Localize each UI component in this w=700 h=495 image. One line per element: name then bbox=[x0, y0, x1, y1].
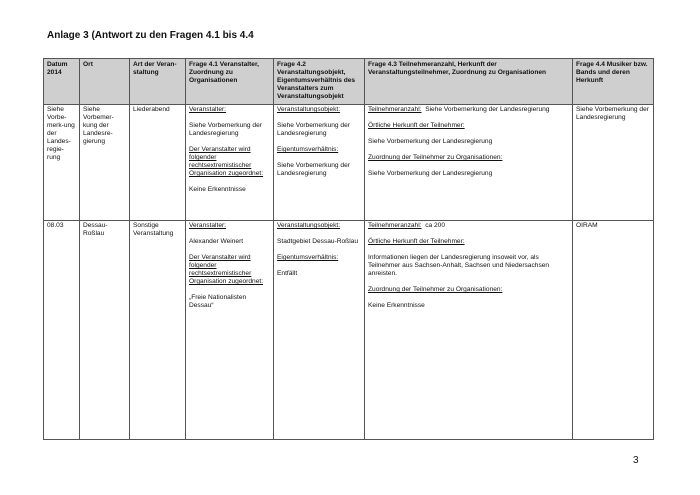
col-header-frage-4-2: Frage 4.2 Veranstaltungsobjekt, Eigentumsverhältnis des Veranstalters zum Veranstaltungsobjekt bbox=[274, 59, 365, 105]
eigentum-value: Entfällt bbox=[277, 270, 298, 278]
organisationen-value: Siehe Vorbemerkung der Landesregierung bbox=[368, 170, 493, 178]
events-table bbox=[43, 58, 654, 440]
eigentum-label: Eigentumsverhältnis: bbox=[277, 146, 339, 154]
cell-datum: Siehe Vorbe-merk-ung der Landes-regie-rung bbox=[44, 105, 80, 221]
veranstalter-value: Siehe Vorbemerkung der Landesregierung bbox=[189, 122, 262, 138]
objekt-label: Veranstaltungsobjekt: bbox=[277, 222, 341, 229]
veranstalter-value: Alexander Weinert bbox=[189, 238, 244, 246]
page-number: 3 bbox=[633, 455, 639, 466]
table-row bbox=[44, 221, 654, 440]
cell-frage-4-4: OIRAM bbox=[573, 221, 654, 440]
eigentum-value: Siehe Vorbemerkung der Landesregierung bbox=[277, 162, 350, 178]
cell-frage-4-3 bbox=[365, 105, 573, 221]
teilnehmer-label: Teilnehmeranzahl: bbox=[368, 106, 422, 113]
col-header-frage-4-4: Frage 4.4 Musiker bzw. Bands und deren Herkunft bbox=[573, 59, 654, 105]
zuordnung-value: Keine Erkenntnisse bbox=[189, 186, 246, 194]
cell-frage-4-4: Siehe Vorbemerkung der Landesregierung bbox=[573, 105, 654, 221]
cell-art: Sonstige Veranstaltung bbox=[130, 221, 186, 440]
table-header-row bbox=[44, 59, 654, 105]
herkunft-value: Siehe Vorbemerkung der Landesregierung bbox=[368, 138, 493, 146]
col-header-art: Art der Veran-staltung bbox=[130, 59, 186, 105]
col-header-frage-4-3: Frage 4.3 Teilnehmeranzahl, Herkunft der Veranstaltungsteilnehmer, Zuordnung zu Organisationen bbox=[365, 59, 573, 105]
objekt-value: Siehe Vorbemerkung der Landesregierung bbox=[277, 122, 350, 138]
col-header-frage-4-1: Frage 4.1 Veranstalter, Zuordnung zu Organisationen bbox=[186, 59, 274, 105]
organisationen-label: Zuordnung der Teilnehmer zu Organisationen: bbox=[368, 286, 503, 294]
herkunft-label: Örtliche Herkunft der Teilnehmer: bbox=[368, 238, 465, 246]
cell-frage-4-2 bbox=[274, 221, 365, 440]
cell-datum: 08.03 bbox=[44, 221, 80, 440]
zuordnung-label: Der Veranstalter wird folgender rechtsextremistischer Organisation zugeordnet: bbox=[189, 146, 264, 178]
herkunft-label: Örtliche Herkunft der Teilnehmer: bbox=[368, 122, 465, 130]
cell-frage-4-2 bbox=[274, 105, 365, 221]
cell-ort: Siehe Vorbemer-kung der Landesre-gierung bbox=[80, 105, 130, 221]
objekt-value: Stadtgebiet Dessau-Roßlau bbox=[277, 238, 359, 246]
cell-frage-4-1 bbox=[186, 221, 274, 440]
teilnehmer-label: Teilnehmeranzahl: bbox=[368, 222, 422, 229]
eigentum-label: Eigentumsverhältnis: bbox=[277, 254, 339, 262]
organisationen-label: Zuordnung der Teilnehmer zu Organisationen: bbox=[368, 154, 503, 162]
zuordnung-label: Der Veranstalter wird folgender rechtsextremistischer Organisation zugeordnet: bbox=[189, 254, 264, 286]
cell-art: Liederabend bbox=[130, 105, 186, 221]
cell-ort: Dessau-Roßlau bbox=[80, 221, 130, 440]
teilnehmer-value: ca 200 bbox=[425, 222, 445, 229]
table-row bbox=[44, 105, 654, 221]
herkunft-value: Informationen liegen der Landesregierung insoweit vor, als Teilnehmer aus Sachsen-Anhalt, Sachsen und Niedersachsen anreisten. bbox=[368, 254, 550, 278]
veranstalter-label: Veranstalter: bbox=[189, 222, 227, 229]
zuordnung-value: „Freie Nationalisten Dessau“ bbox=[189, 294, 247, 310]
cell-frage-4-1 bbox=[186, 105, 274, 221]
document-title: Anlage 3 (Antwort zu den Fragen 4.1 bis 4.4 bbox=[47, 30, 254, 41]
veranstalter-label: Veranstalter: bbox=[189, 106, 227, 113]
col-header-ort: Ort bbox=[80, 59, 130, 105]
cell-frage-4-3 bbox=[365, 221, 573, 440]
teilnehmer-value: Siehe Vorbemerkung der Landesregierung bbox=[425, 106, 550, 113]
col-header-datum: Datum 2014 bbox=[44, 59, 80, 105]
organisationen-value: Keine Erkenntnisse bbox=[368, 302, 425, 310]
objekt-label: Veranstaltungsobjekt: bbox=[277, 106, 341, 113]
